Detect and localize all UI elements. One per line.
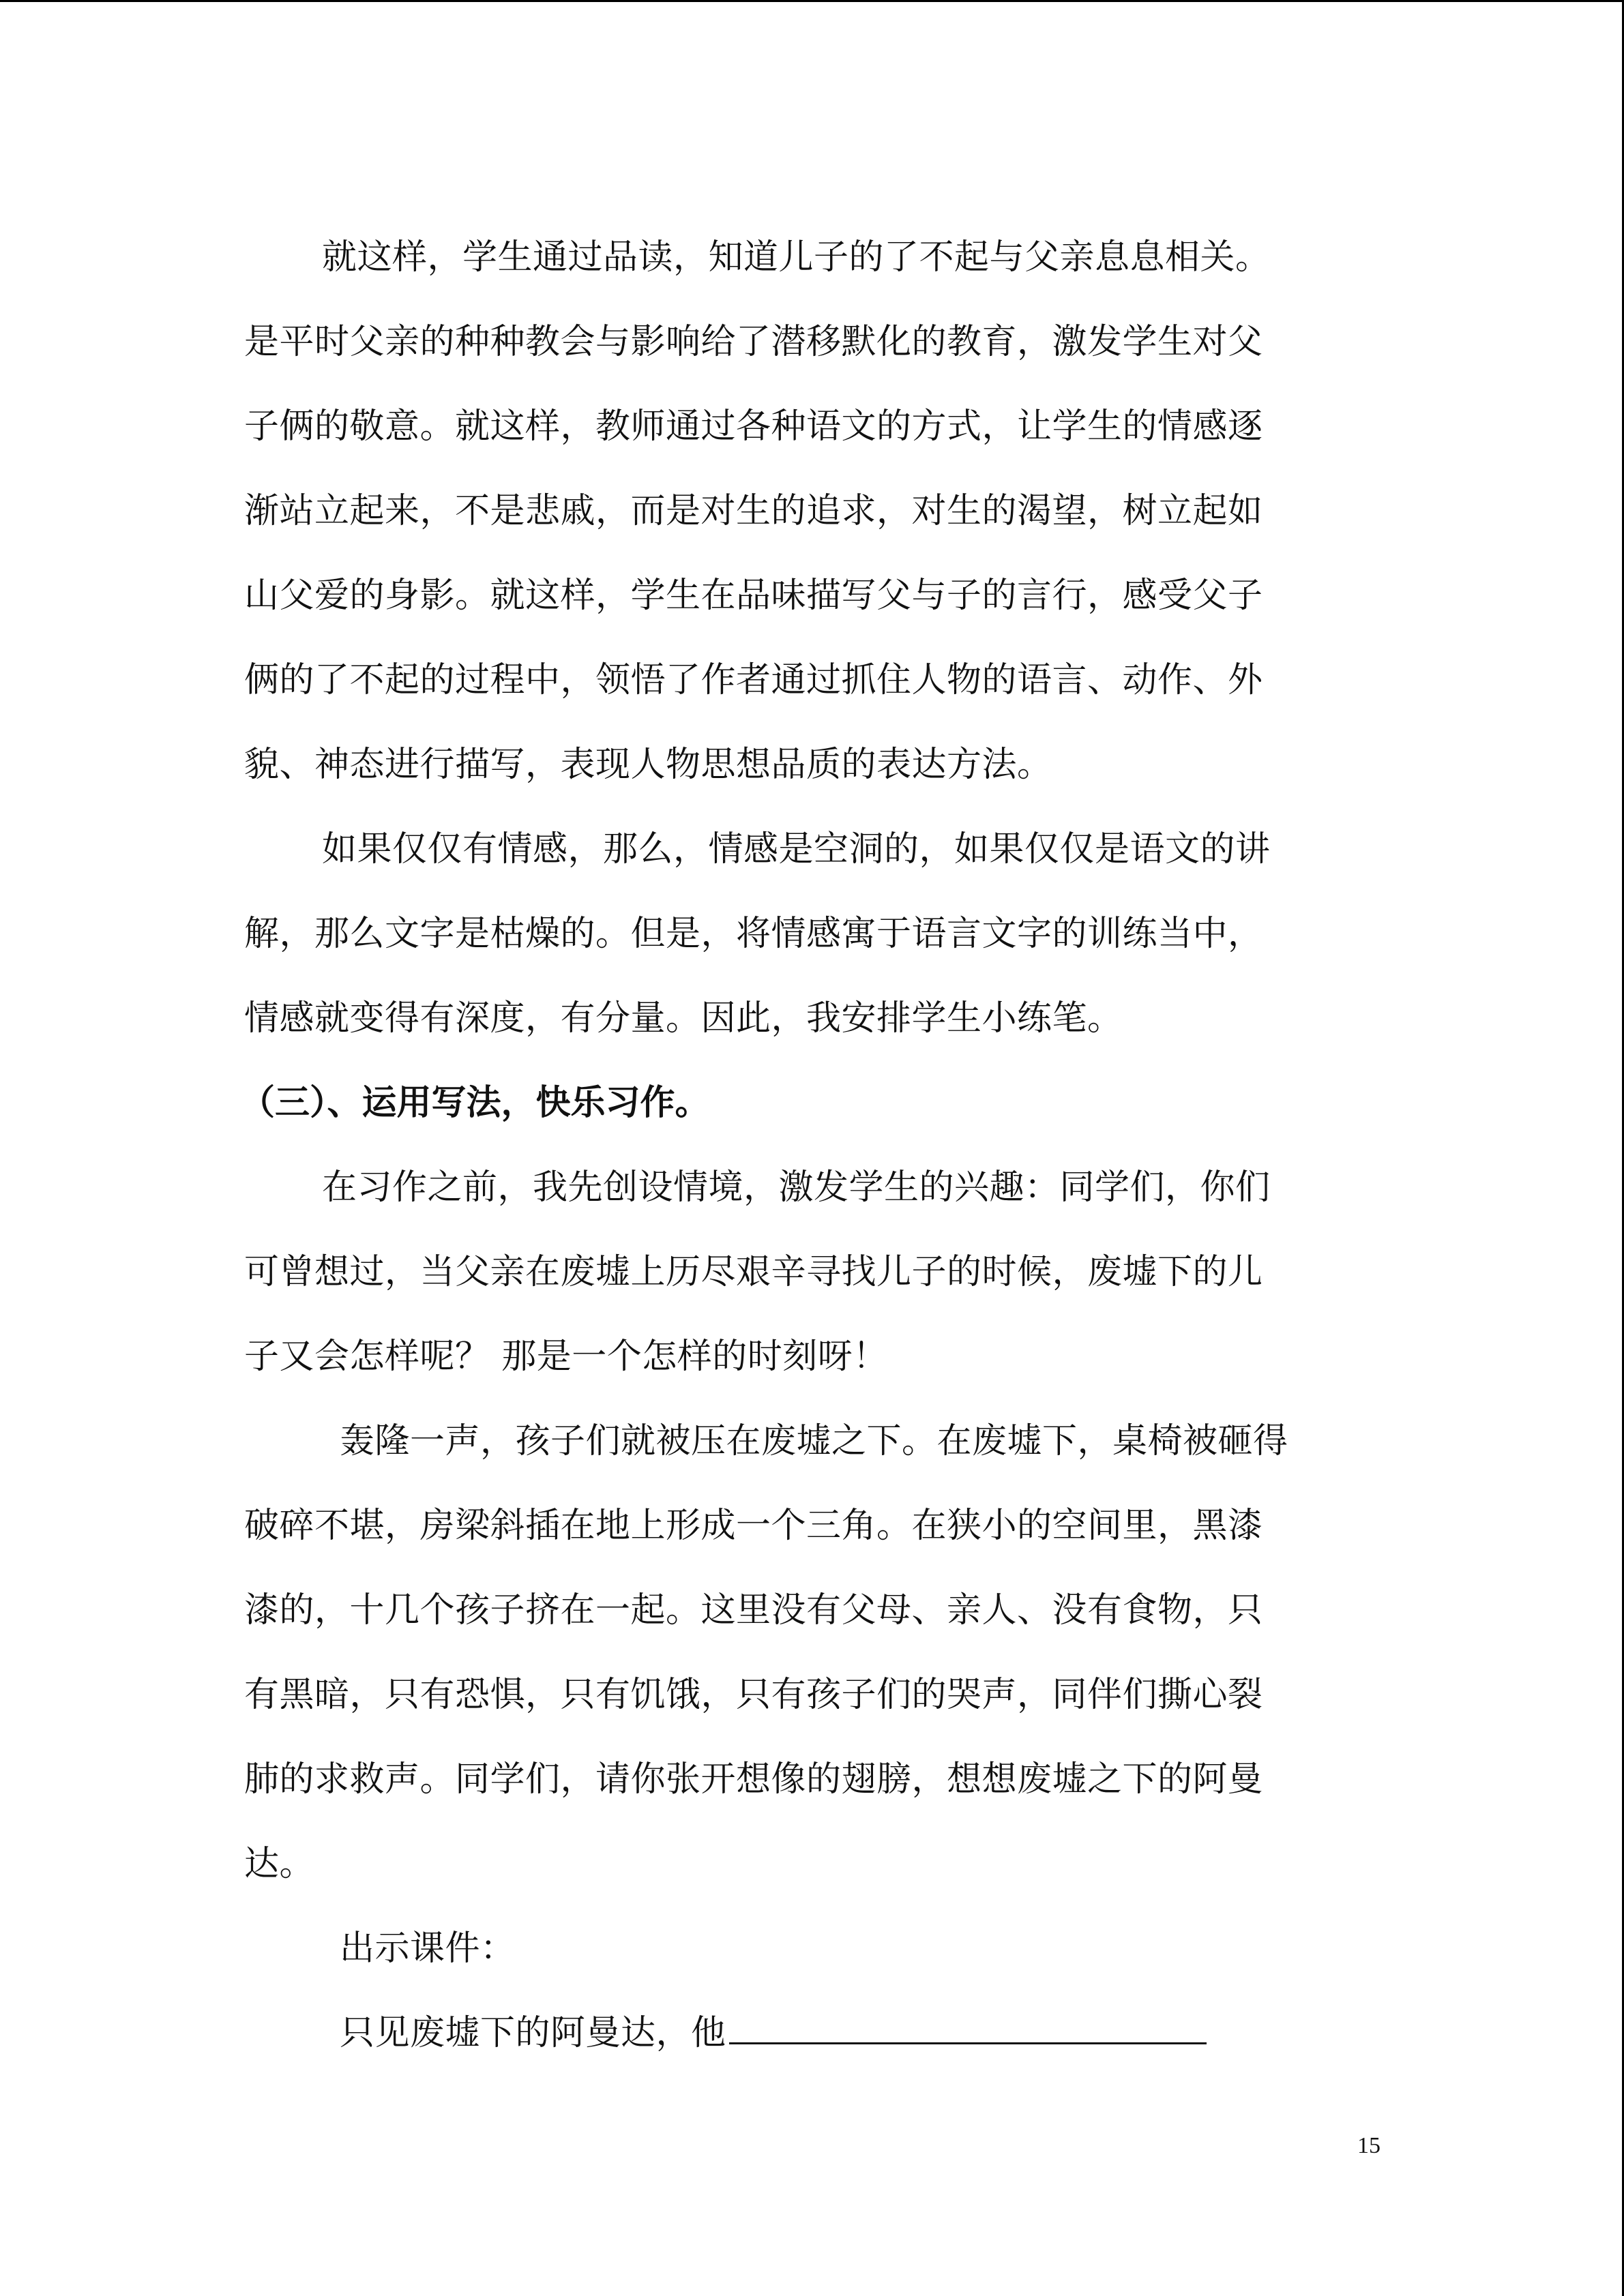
- top-border-line: [0, 0, 1624, 2]
- paragraph-4-line-3: 漆的，十几个孩子挤在一起。这里没有父母、亲人、没有食物，只: [244, 1590, 1263, 1630]
- paragraph-2-line-3: 情感就变得有深度，有分量。因此，我安排学生小练笔。: [244, 998, 1123, 1039]
- fill-in-prompt: 只见废墟下的阿曼达，他: [340, 2013, 726, 2053]
- paragraph-4-line-4: 有黑暗，只有恐惧，只有饥饿，只有孩子们的哭声，同伴们撕心裂: [244, 1675, 1263, 1715]
- paragraph-4-line-1: 轰隆一声，孩子们就被压在废墟之下。在废墟下，桌椅被砸得: [340, 1421, 1288, 1461]
- document-body: [240, 215, 1376, 2076]
- paragraph-1-line-6: 俩的了不起的过程中，领悟了作者通过抓住人物的语言、动作、外: [244, 660, 1263, 700]
- courseware-label: 出示课件：: [340, 1928, 516, 1969]
- paragraph-1-line-2: 是平时父亲的种种教会与影响给了潜移默化的教育，激发学生对父: [244, 322, 1263, 362]
- paragraph-4-line-2: 破碎不堪，房梁斜插在地上形成一个三角。在狭小的空间里，黑漆: [244, 1506, 1263, 1546]
- paragraph-2-line-1: 如果仅仅有情感，那么，情感是空洞的，如果仅仅是语文的讲: [322, 829, 1271, 869]
- fill-in-line: [244, 1991, 1376, 2076]
- paragraph-1-line-4: 渐站立起来，不是悲戚，而是对生的追求，对生的渴望，树立起如: [244, 491, 1263, 531]
- paragraph-2-line-2: 解，那么文字是枯燥的。但是，将情感寓于语言文字的训练当中，: [244, 914, 1263, 954]
- fill-in-blank: [729, 2011, 1207, 2044]
- paragraph-3-line-1: 在习作之前，我先创设情境，激发学生的兴趣：同学们，你们: [322, 1167, 1271, 1208]
- paragraph-4-line-5: 肺的求救声。同学们，请你张开想像的翅膀，想想废墟之下的阿曼: [244, 1759, 1263, 1800]
- paragraph-1-line-5: 山父爱的身影。就这样，学生在品味描写父与子的言行，感受父子: [244, 576, 1263, 616]
- section-heading: （三）、运用写法，快乐习作。: [240, 1083, 710, 1123]
- paragraph-4-line-6: 达。: [244, 1844, 315, 1884]
- paragraph-3-line-2: 可曾想过，当父亲在废墟上历尽艰辛寻找儿子的时候，废墟下的儿: [244, 1252, 1263, 1292]
- paragraph-1-line-1: 就这样，学生通过品读，知道儿子的了不起与父亲息息相关。: [322, 237, 1271, 278]
- paragraph-1-line-7: 貌、神态进行描写，表现人物思想品质的表达方法。: [244, 745, 1052, 785]
- page-number: 15: [1357, 2133, 1381, 2158]
- paragraph-1-line-3: 子俩的敬意。就这样，教师通过各种语文的方式，让学生的情感逐: [244, 406, 1263, 447]
- paragraph-3-line-3: 子又会怎样呢？ 那是一个怎样的时刻呀！: [244, 1337, 888, 1377]
